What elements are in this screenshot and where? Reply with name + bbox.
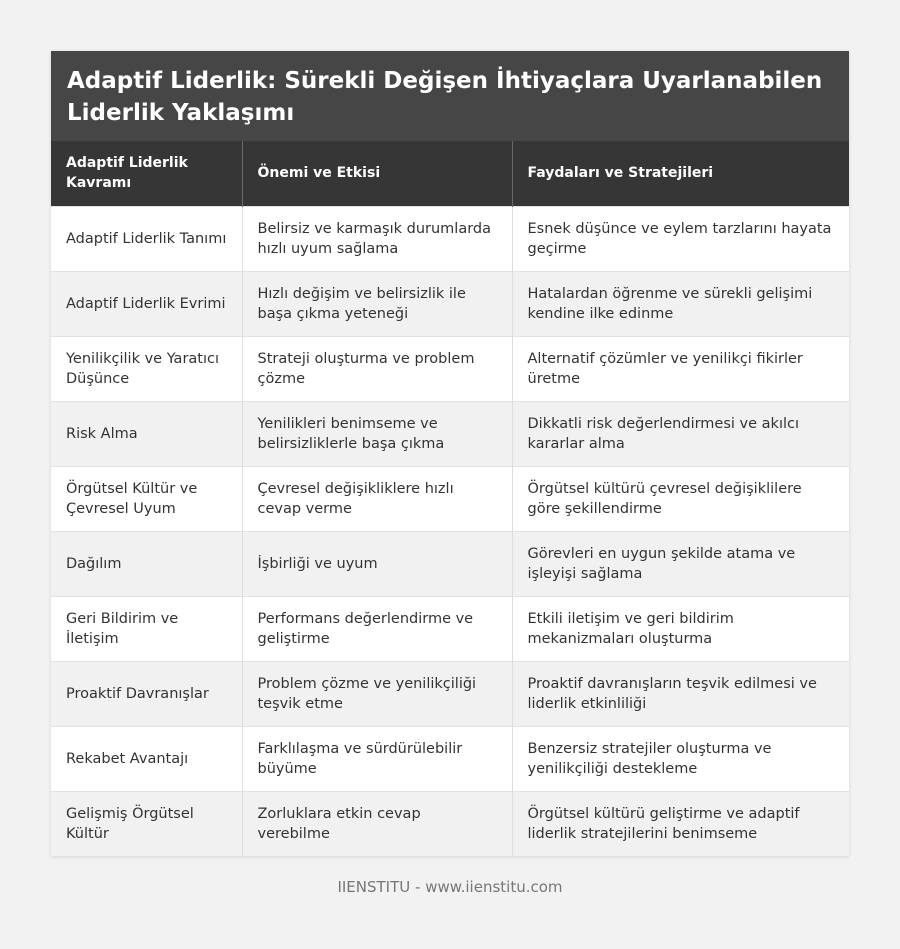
cell-benefits: Örgütsel kültürü geliştirme ve adaptif liderlik stratejilerini benimseme xyxy=(512,791,849,856)
table-row xyxy=(51,726,849,791)
table-row xyxy=(51,791,849,856)
table-card xyxy=(51,51,849,856)
table-row xyxy=(51,661,849,726)
cell-benefits: Örgütsel kültürü çevresel değişiklilere göre şekillendirme xyxy=(512,466,849,531)
cell-importance: Hızlı değişim ve belirsizlik ile başa çıkma yeteneği xyxy=(242,271,512,336)
cell-importance: Zorluklara etkin cevap verebilme xyxy=(242,791,512,856)
cell-benefits: Görevleri en uygun şekilde atama ve işleyişi sağlama xyxy=(512,531,849,596)
table-row xyxy=(51,271,849,336)
cell-concept: Geri Bildirim ve İletişim xyxy=(51,596,242,661)
cell-benefits: Alternatif çözümler ve yenilikçi fikirler üretme xyxy=(512,336,849,401)
table-title: Adaptif Liderlik: Sürekli Değişen İhtiyaçlara Uyarlanabilen Liderlik Yaklaşımı xyxy=(51,51,849,141)
cell-importance: İşbirliği ve uyum xyxy=(242,531,512,596)
cell-concept: Proaktif Davranışlar xyxy=(51,661,242,726)
footer-credit: IIENSTITU - www.iienstitu.com xyxy=(337,878,563,896)
cell-importance: Problem çözme ve yenilikçiliği teşvik etme xyxy=(242,661,512,726)
cell-benefits: Hatalardan öğrenme ve sürekli gelişimi kendine ilke edinme xyxy=(512,271,849,336)
table-row xyxy=(51,596,849,661)
cell-benefits: Proaktif davranışların teşvik edilmesi ve liderlik etkinliliği xyxy=(512,661,849,726)
cell-benefits: Dikkatli risk değerlendirmesi ve akılcı kararlar alma xyxy=(512,401,849,466)
cell-importance: Farklılaşma ve sürdürülebilir büyüme xyxy=(242,726,512,791)
cell-concept: Dağılım xyxy=(51,531,242,596)
table-row xyxy=(51,531,849,596)
cell-concept: Yenilikçilik ve Yaratıcı Düşünce xyxy=(51,336,242,401)
cell-importance: Strateji oluşturma ve problem çözme xyxy=(242,336,512,401)
cell-benefits: Esnek düşünce ve eylem tarzlarını hayata geçirme xyxy=(512,206,849,271)
table-row xyxy=(51,336,849,401)
cell-concept: Gelişmiş Örgütsel Kültür xyxy=(51,791,242,856)
cell-concept: Adaptif Liderlik Evrimi xyxy=(51,271,242,336)
cell-concept: Örgütsel Kültür ve Çevresel Uyum xyxy=(51,466,242,531)
cell-importance: Belirsiz ve karmaşık durumlarda hızlı uyum sağlama xyxy=(242,206,512,271)
cell-benefits: Etkili iletişim ve geri bildirim mekanizmaları oluşturma xyxy=(512,596,849,661)
cell-importance: Performans değerlendirme ve geliştirme xyxy=(242,596,512,661)
table-row xyxy=(51,401,849,466)
column-header-benefits: Faydaları ve Stratejileri xyxy=(512,141,849,206)
table-row xyxy=(51,466,849,531)
cell-importance: Yenilikleri benimseme ve belirsizliklerle başa çıkma xyxy=(242,401,512,466)
cell-concept: Adaptif Liderlik Tanımı xyxy=(51,206,242,271)
cell-concept: Rekabet Avantajı xyxy=(51,726,242,791)
column-header-importance: Önemi ve Etkisi xyxy=(242,141,512,206)
cell-importance: Çevresel değişikliklere hızlı cevap verme xyxy=(242,466,512,531)
column-header-concept: Adaptif Liderlik Kavramı xyxy=(51,141,242,206)
concepts-table xyxy=(51,141,849,856)
header-row xyxy=(51,141,849,206)
cell-benefits: Benzersiz stratejiler oluşturma ve yenilikçiliği destekleme xyxy=(512,726,849,791)
cell-concept: Risk Alma xyxy=(51,401,242,466)
table-row xyxy=(51,206,849,271)
